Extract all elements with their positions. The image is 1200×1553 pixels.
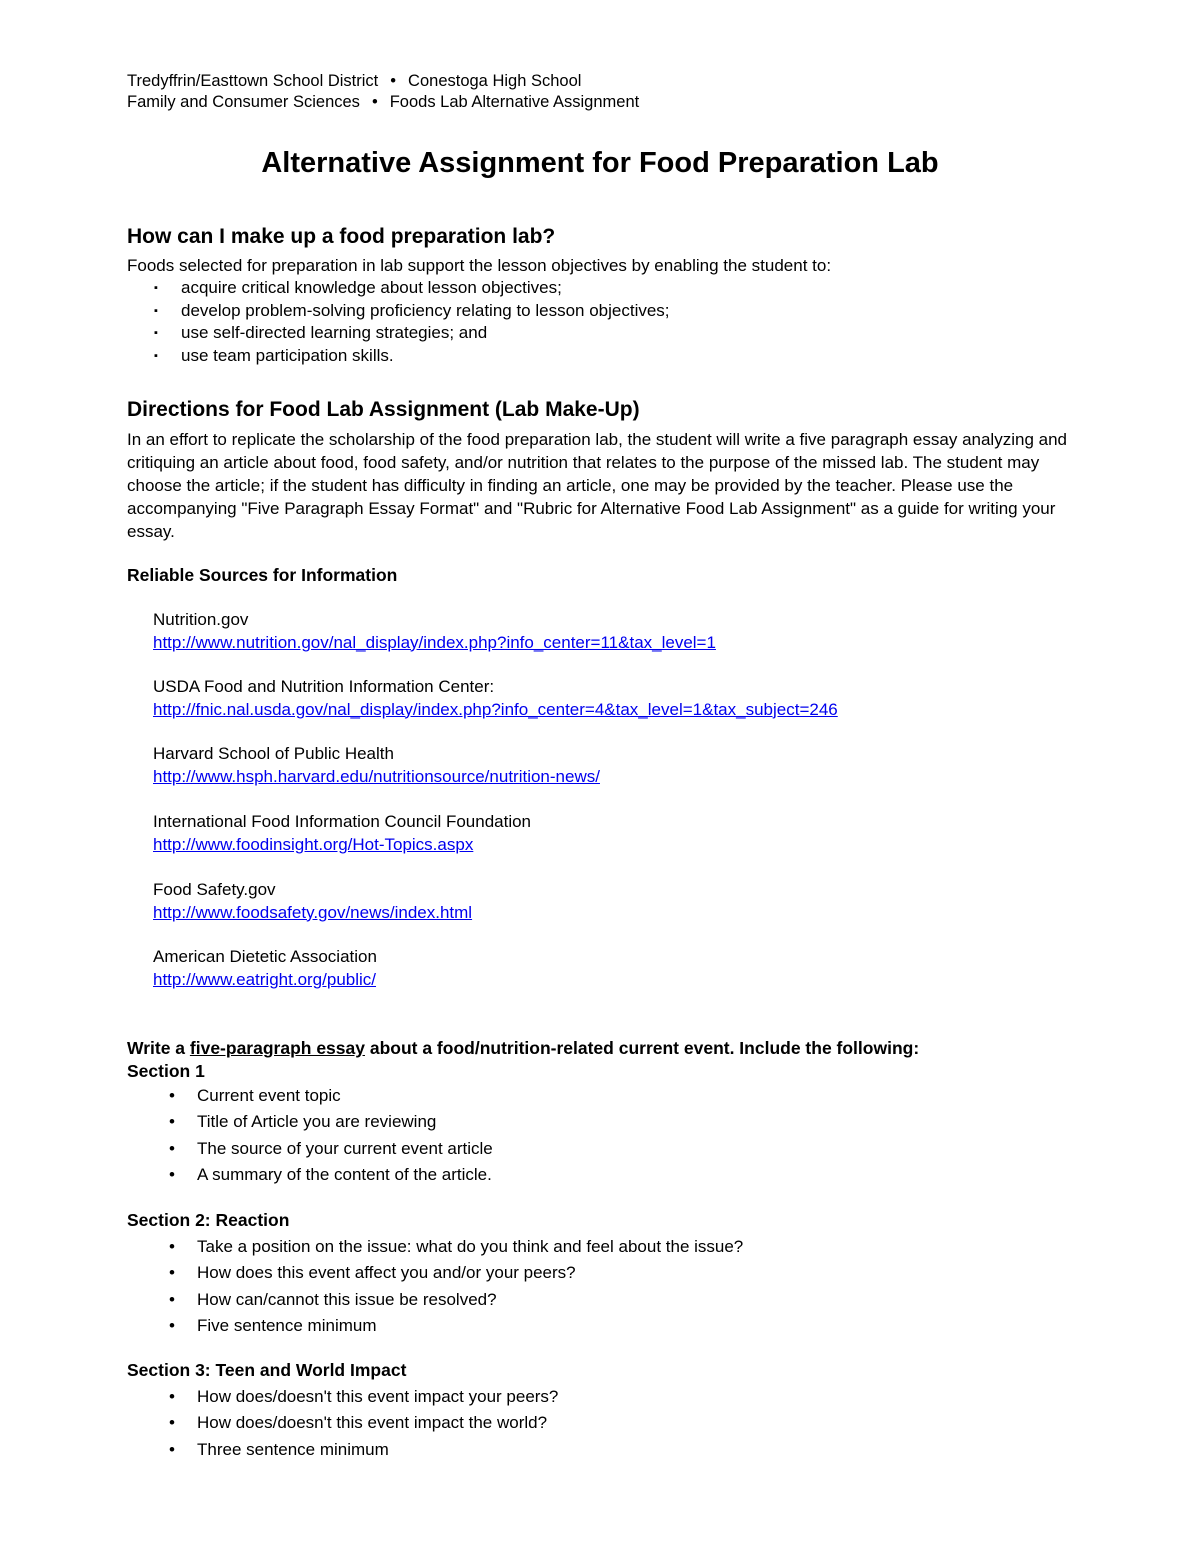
directions-text: In an effort to replicate the scholarship of the food preparation lab, the student will write a five paragraph essay analyzing and critiquing an article about food, food safety, and/or nutrition that relates to the purpose of the missed lab. The student may choose the article; if the student has difficulty in finding an article, one may be provided by the teacher. Please use the accompanying "Five Paragraph Essay Format" and "Rubric for Alternative Food Lab Assignment" as a guide for writing your essay. xyxy=(127,430,1067,541)
essay-intro-emphasis: five-paragraph essay xyxy=(189,1038,365,1058)
list-item: • Take a position on the issue: what do you think and feel about the issue? xyxy=(127,1234,743,1260)
page-title: Alternative Assignment for Food Preparation Lab xyxy=(261,147,939,179)
source-link[interactable]: http://www.foodsafety.gov/news/index.html xyxy=(153,902,473,922)
section-1-list xyxy=(127,1083,493,1188)
list-item: ▪ acquire critical knowledge about lesson objectives; xyxy=(127,277,670,300)
department-name: Family and Consumer Sciences xyxy=(127,93,360,111)
objectives-list xyxy=(127,277,670,367)
section-3-list xyxy=(127,1384,558,1463)
source-entry xyxy=(153,946,377,991)
list-item: ▪ use self-directed learning strategies; and xyxy=(127,322,670,345)
document-header xyxy=(127,71,639,113)
header-line-1 xyxy=(127,71,639,92)
section-2-heading: Section 2: Reaction xyxy=(127,1210,290,1230)
list-item: • How can/cannot this issue be resolved? xyxy=(127,1287,743,1313)
document-subject: Foods Lab Alternative Assignment xyxy=(389,93,640,111)
source-name: Nutrition.gov xyxy=(153,610,249,629)
list-item: • How does/doesn't this event impact your peers? xyxy=(127,1384,558,1410)
source-name: International Food Information Council Foundation xyxy=(153,812,532,831)
list-item: ▪ use team participation skills. xyxy=(127,345,670,368)
source-link[interactable]: http://www.nutrition.gov/nal_display/index.php?info_center=11&tax_level=1 xyxy=(153,632,716,652)
source-entry xyxy=(153,743,600,788)
makeup-heading: How can I make up a food preparation lab? xyxy=(127,225,556,248)
list-item: ▪ develop problem-solving proficiency relating to lesson objectives; xyxy=(127,300,670,323)
source-entry xyxy=(153,879,472,924)
essay-intro-start: Write a xyxy=(127,1038,190,1058)
essay-intro-end: about a food/nutrition-related current event. Include the following: xyxy=(364,1038,920,1058)
source-entry xyxy=(153,609,716,654)
source-entry xyxy=(153,811,531,856)
header-separator: • xyxy=(390,72,397,90)
source-link[interactable]: http://www.eatright.org/public/ xyxy=(153,969,377,989)
source-name: Harvard School of Public Health xyxy=(153,744,394,763)
source-name: Food Safety.gov xyxy=(153,880,276,899)
essay-instructions xyxy=(127,1037,919,1060)
directions-heading: Directions for Food Lab Assignment (Lab Make-Up) xyxy=(127,398,640,421)
list-item: • How does this event affect you and/or your peers? xyxy=(127,1260,743,1286)
section-1-heading: Section 1 xyxy=(127,1061,205,1081)
source-link[interactable]: http://www.foodinsight.org/Hot-Topics.aspx xyxy=(153,834,474,854)
source-name: USDA Food and Nutrition Information Center: xyxy=(153,677,495,696)
source-entry xyxy=(153,676,838,721)
list-item: • Five sentence minimum xyxy=(127,1313,743,1339)
list-item: • Three sentence minimum xyxy=(127,1437,558,1463)
source-link[interactable]: http://www.hsph.harvard.edu/nutritionsource/nutrition-news/ xyxy=(153,766,600,786)
list-item: • A summary of the content of the article. xyxy=(127,1162,493,1188)
district-name: Tredyffrin/Easttown School District xyxy=(127,72,379,90)
list-item: • Current event topic xyxy=(127,1083,493,1109)
source-link[interactable]: http://fnic.nal.usda.gov/nal_display/index.php?info_center=4&tax_level=1&tax_subject=246 xyxy=(153,699,838,719)
header-line-2 xyxy=(127,92,639,113)
section-3-heading: Section 3: Teen and World Impact xyxy=(127,1360,407,1380)
sources-heading: Reliable Sources for Information xyxy=(127,565,398,585)
source-name: American Dietetic Association xyxy=(153,947,377,966)
header-separator: • xyxy=(371,93,378,111)
makeup-intro: Foods selected for preparation in lab support the lesson objectives by enabling the student to: xyxy=(127,256,832,275)
section-2-list xyxy=(127,1234,743,1339)
list-item: • Title of Article you are reviewing xyxy=(127,1109,493,1135)
list-item: • The source of your current event article xyxy=(127,1136,493,1162)
school-name: Conestoga High School xyxy=(408,72,582,90)
list-item: • How does/doesn't this event impact the world? xyxy=(127,1410,558,1436)
